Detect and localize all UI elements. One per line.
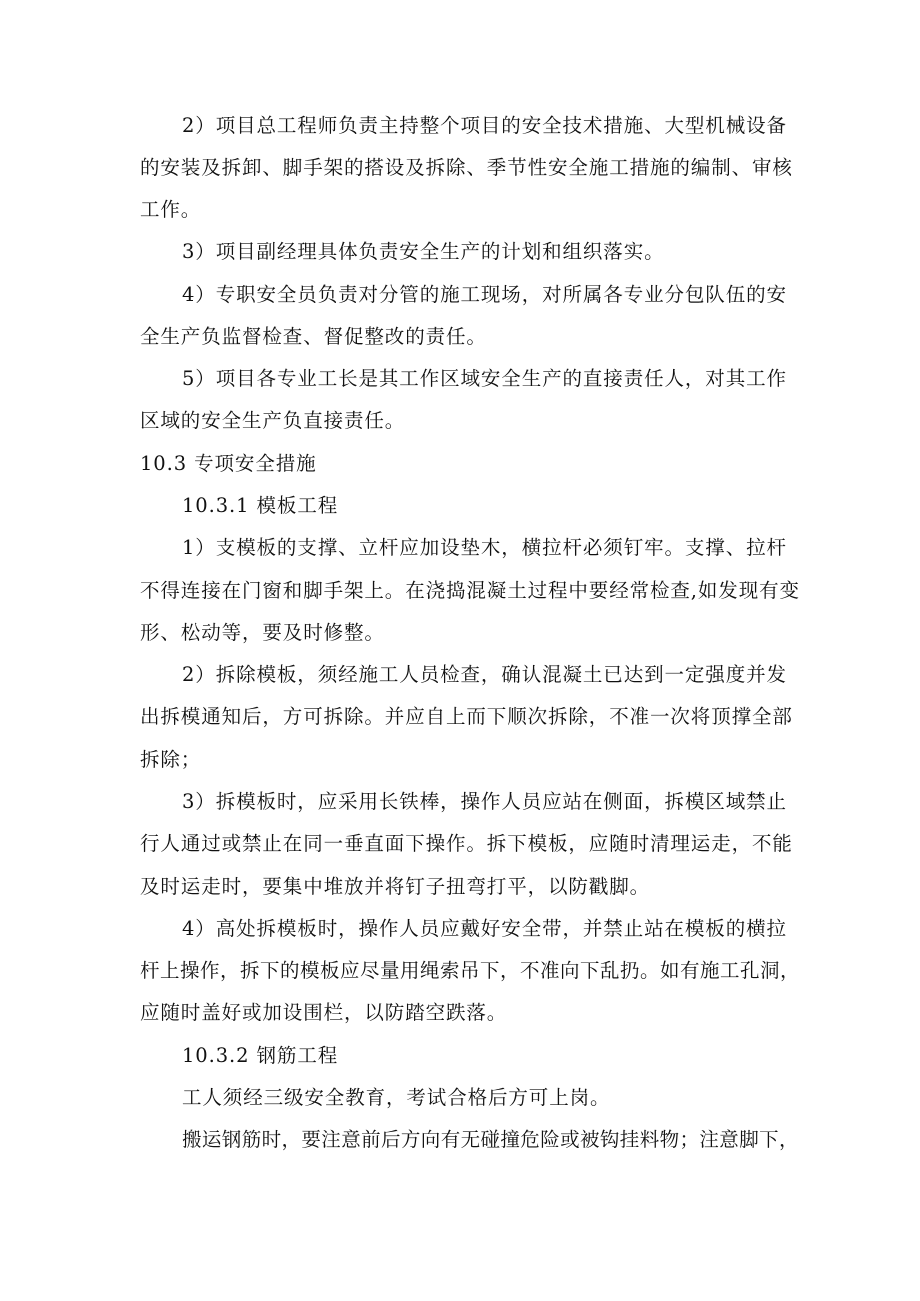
paragraph-line: 4）专职安全员负责对分管的施工现场，对所属各专业分包队伍的安 <box>182 283 787 306</box>
paragraph-line: 1）支模板的支撑、立杆应加设垫木，横拉杆必须钉牢。支撑、拉杆 <box>182 536 787 559</box>
paragraph-line: 区域的安全生产负直接责任。 <box>140 409 406 432</box>
paragraph-line: 搬运钢筋时，要注意前后方向有无碰撞危险或被钩挂料物；注意脚下， <box>182 1128 799 1151</box>
subsection-heading: 10.3.2 钢筋工程 <box>182 1044 339 1067</box>
paragraph-line: 出拆模通知后，方可拆除。并应自上而下顺次拆除，不准一次将顶撑全部 <box>140 705 793 728</box>
paragraph-line: 的安装及拆卸、脚手架的搭设及拆除、季节性安全施工措施的编制、审核 <box>140 156 793 179</box>
paragraph-line: 及时运走时，要集中堆放并将钉子扭弯打平，以防戳脚。 <box>140 875 651 898</box>
paragraph-line: 不得连接在门窗和脚手架上。在浇捣混凝土过程中要经常检查,如发现有变 <box>140 579 800 602</box>
paragraph-line: 行人通过或禁止在同一垂直面下操作。拆下模板，应随时清理运走，不能 <box>140 832 793 855</box>
paragraph-line: 应随时盖好或加设围栏，以防踏空跌落。 <box>140 1001 508 1024</box>
paragraph-line: 3）拆模板时，应采用长铁棒，操作人员应站在侧面，拆模区域禁止 <box>182 790 787 813</box>
subsection-heading: 10.3.1 模板工程 <box>182 494 339 517</box>
paragraph-line: 2）拆除模板，须经施工人员检查，确认混凝土已达到一定强度并发 <box>182 663 787 686</box>
paragraph-line: 工人须经三级安全教育，考试合格后方可上岗。 <box>182 1086 611 1109</box>
paragraph-line: 工作。 <box>140 198 202 221</box>
paragraph-line: 拆除； <box>140 748 202 771</box>
paragraph-line: 全生产负监督检查、督促整改的责任。 <box>140 325 487 348</box>
section-heading: 10.3 专项安全措施 <box>140 452 317 475</box>
paragraph-line: 杆上操作，拆下的模板应尽量用绳索吊下，不准向下乱扔。如有施工孔洞， <box>140 959 801 982</box>
paragraph-line: 4）高处拆模板时，操作人员应戴好安全带，并禁止站在模板的横拉 <box>182 917 787 940</box>
paragraph-line: 3）项目副经理具体负责安全生产的计划和组织落实。 <box>182 240 665 263</box>
paragraph-line: 5）项目各专业工长是其工作区域安全生产的直接责任人，对其工作 <box>182 367 787 390</box>
paragraph-line: 2）项目总工程师负责主持整个项目的安全技术措施、大型机械设备 <box>182 114 787 137</box>
paragraph-line: 形、松动等，要及时修整。 <box>140 621 385 644</box>
